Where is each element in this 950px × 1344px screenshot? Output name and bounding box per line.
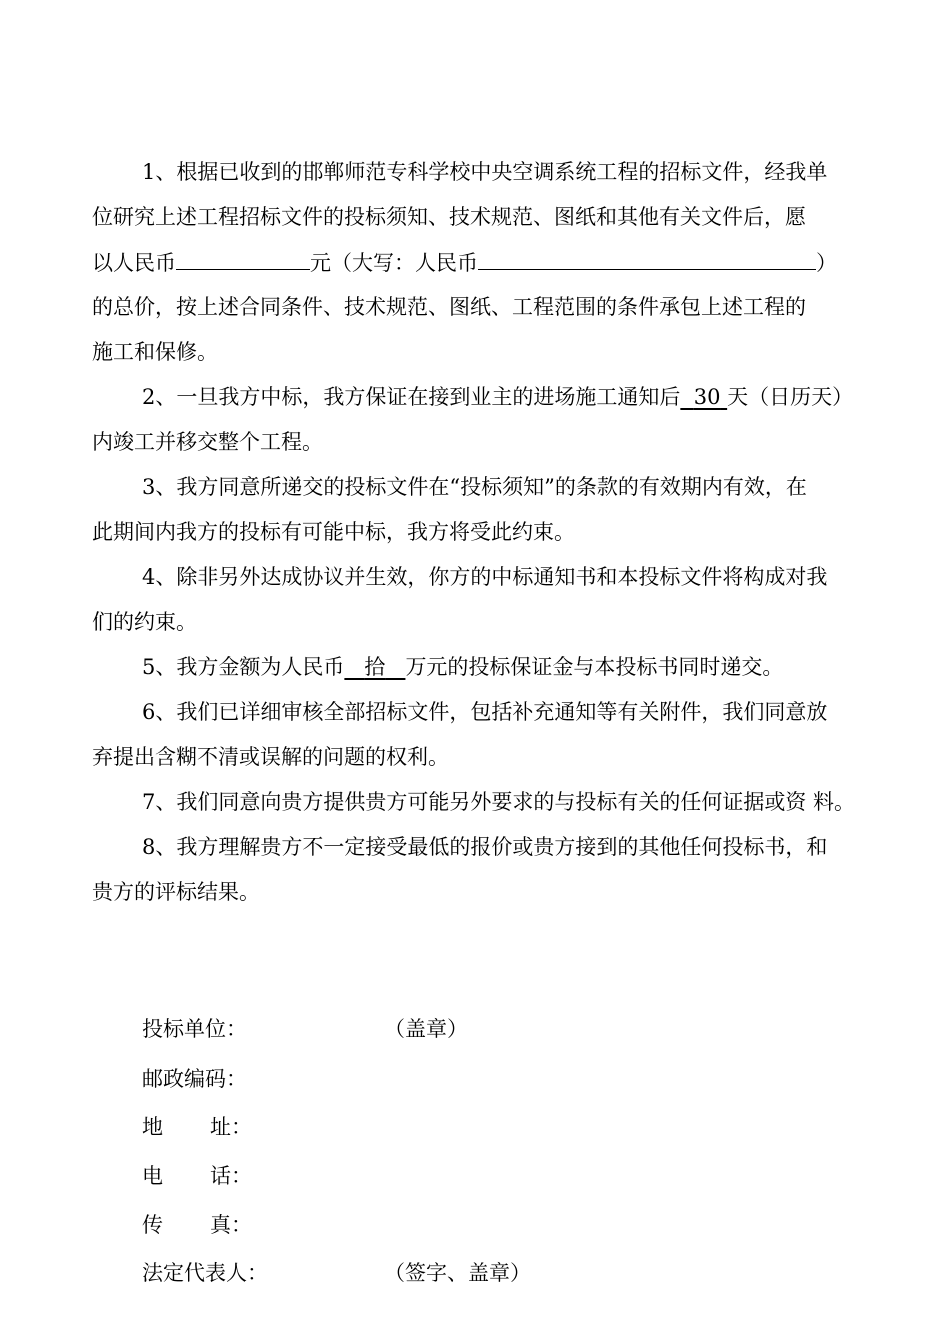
address-label-second: 址： bbox=[210, 1115, 252, 1139]
legal-rep-sign-note: （签字、盖章） bbox=[384, 1261, 531, 1285]
p2-line1-suffix: 天（日历天） bbox=[727, 385, 854, 409]
legal-rep-label: 法定代表人： bbox=[142, 1261, 268, 1285]
amount-words-blank[interactable] bbox=[478, 247, 816, 270]
p6-line1: 6、我们已详细审核全部招标文件，包括补充通知等有关附件，我们同意放 bbox=[142, 700, 828, 724]
address-label-first: 地 bbox=[142, 1115, 163, 1139]
phone-label bbox=[142, 1161, 252, 1191]
bidder-stamp-note: （盖章） bbox=[384, 1017, 468, 1041]
address-label bbox=[142, 1112, 252, 1142]
p5-line1-suffix: 万元的投标保证金与本投标书同时递交。 bbox=[405, 655, 784, 679]
p3-line1: 3、我方同意所递交的投标文件在“投标须知”的条款的有效期内有效，在 bbox=[142, 475, 807, 499]
days-number: 30 bbox=[693, 385, 721, 409]
phone-label-first: 电 bbox=[142, 1164, 163, 1188]
p4-line1: 4、除非另外达成协议并生效，你方的中标通知书和本投标文件将构成对我 bbox=[142, 565, 828, 589]
postcode-label: 邮政编码： bbox=[142, 1067, 247, 1091]
p6-line2: 弃提出含糊不清或误解的问题的权利。 bbox=[92, 745, 449, 769]
phone-label-second: 话： bbox=[210, 1164, 252, 1188]
p2-line1-prefix: 2、一旦我方中标，我方保证在接到业主的进场施工通知后 bbox=[142, 385, 681, 409]
p1-line1: 1、根据已收到的邯郸师范专科学校中央空调系统工程的招标文件，经我单 bbox=[142, 160, 828, 184]
bidder-label: 投标单位： bbox=[142, 1017, 247, 1041]
fax-label bbox=[142, 1210, 252, 1240]
deposit-amount-text: 拾 bbox=[364, 655, 386, 679]
p5-line1-prefix: 5、我方金额为人民币 bbox=[142, 655, 345, 679]
fax-label-first: 传 bbox=[142, 1213, 163, 1237]
fax-label-second: 真： bbox=[210, 1213, 252, 1237]
p1-line3-prefix: 以人民币 bbox=[92, 251, 176, 275]
p1-line3-suffix: ） bbox=[816, 251, 837, 275]
days-value bbox=[680, 385, 727, 409]
p1-line3-mid: 元（大写：人民币 bbox=[310, 251, 478, 275]
p4-line2: 们的约束。 bbox=[92, 610, 197, 634]
p1-line3 bbox=[92, 247, 837, 278]
p7-line1: 7、我们同意向贵方提供贵方可能另外要求的与投标有关的任何证据或资 料。 bbox=[142, 790, 856, 814]
deposit-amount bbox=[344, 655, 405, 679]
amount-blank[interactable] bbox=[176, 247, 310, 270]
p1-line2: 位研究上述工程招标文件的投标须知、技术规范、图纸和其他有关文件后，愿 bbox=[92, 205, 806, 229]
p8-line1: 8、我方理解贵方不一定接受最低的报价或贵方接到的其他任何投标书，和 bbox=[142, 835, 828, 859]
p3-line2: 此期间内我方的投标有可能中标，我方将受此约束。 bbox=[92, 520, 575, 544]
p5-line1 bbox=[142, 652, 783, 682]
p2-line1 bbox=[142, 382, 853, 412]
p1-line4: 的总价，按上述合同条件、技术规范、图纸、工程范围的条件承包上述工程的 bbox=[92, 295, 806, 319]
p2-line2: 内竣工并移交整个工程。 bbox=[92, 430, 323, 454]
p1-line5: 施工和保修。 bbox=[92, 340, 218, 364]
p8-line2: 贵方的评标结果。 bbox=[92, 880, 260, 904]
